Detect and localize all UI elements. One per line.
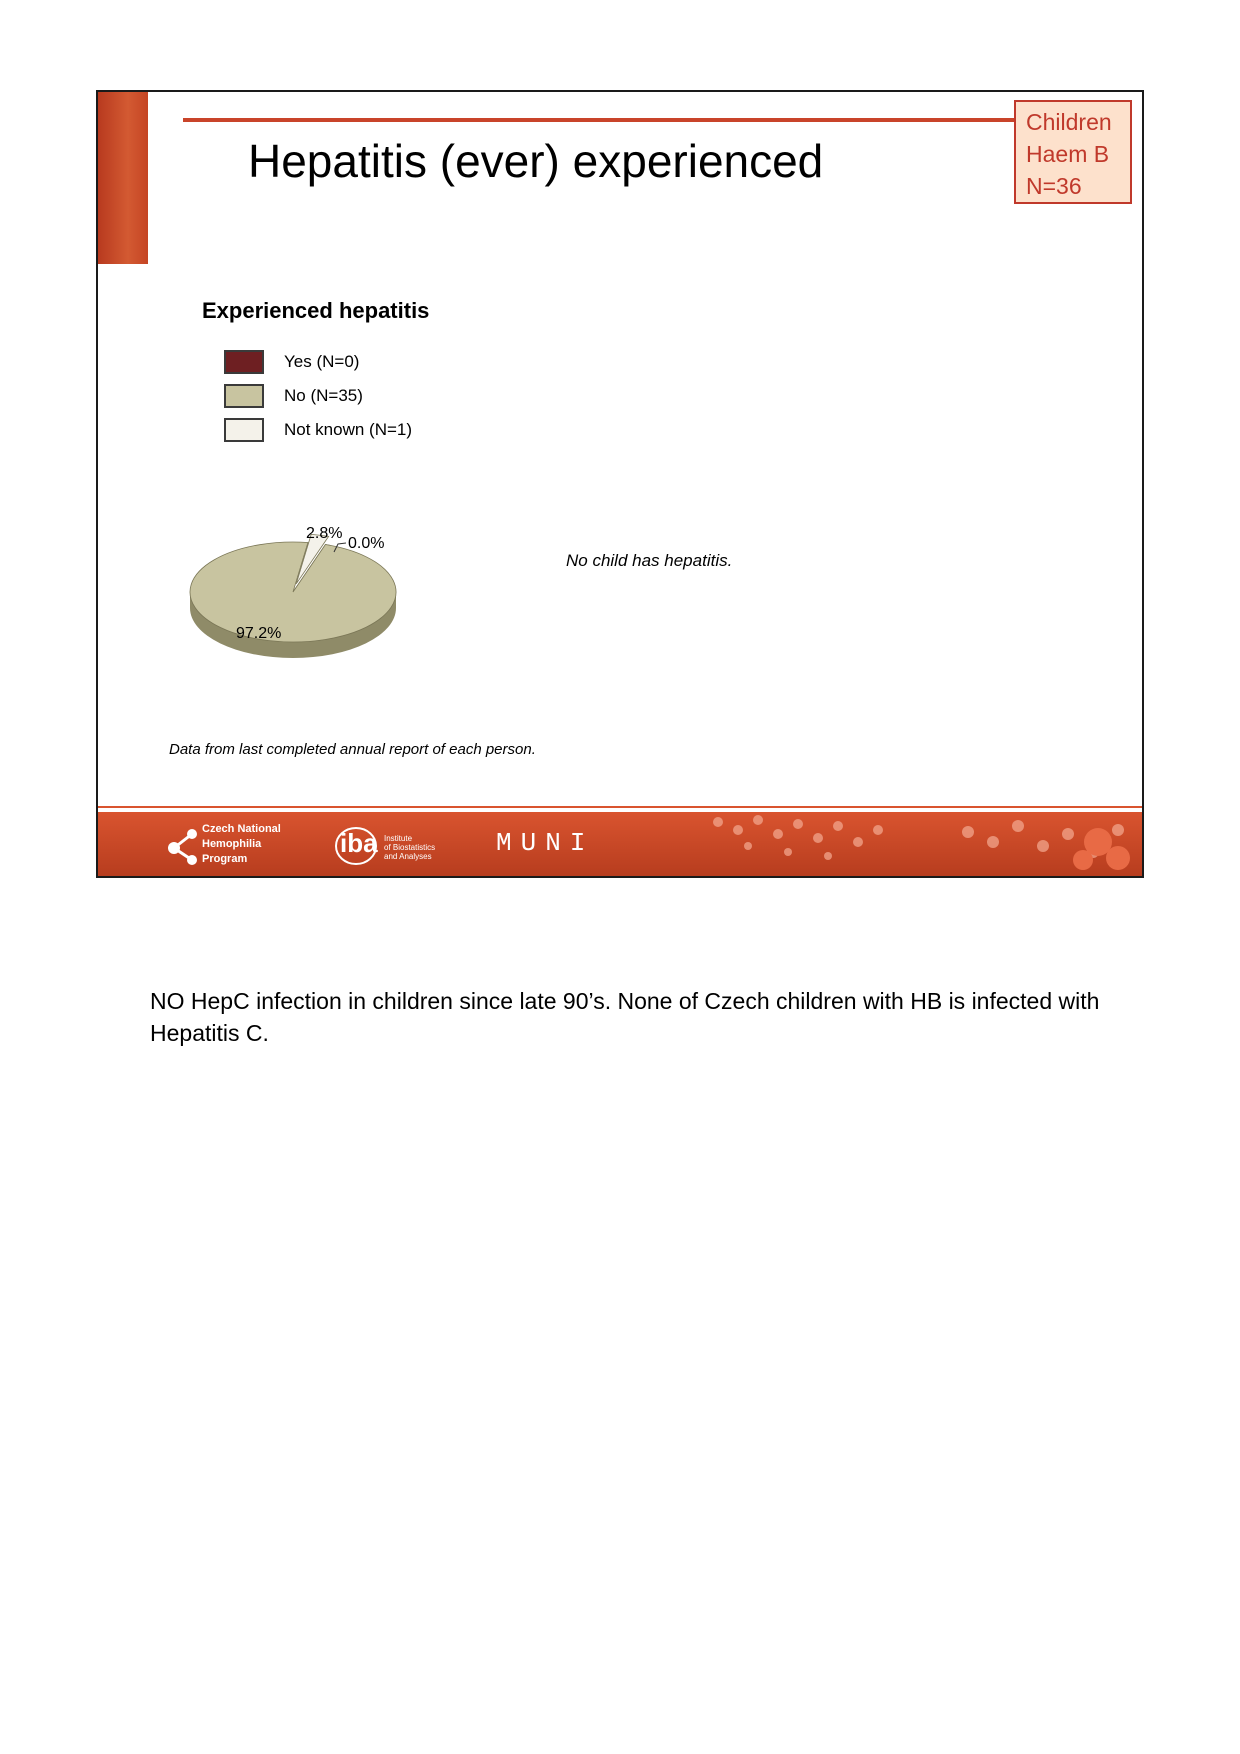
iba-line: of Biostatistics bbox=[384, 843, 436, 852]
pie-data-label: 97.2% bbox=[236, 625, 282, 642]
title-rule bbox=[183, 118, 1113, 122]
footer-rule bbox=[98, 806, 1142, 808]
chart-title: Experienced hepatitis bbox=[202, 298, 430, 323]
body-paragraph: NO HepC infection in children since late 90’s. None of Czech children with HB is infected with Hepatitis C. bbox=[150, 988, 1100, 1046]
footer-band bbox=[98, 812, 1142, 878]
iba-logo-text bbox=[384, 834, 435, 861]
pie-data-label: 2.8% bbox=[306, 525, 343, 542]
cnhp-line: Program bbox=[202, 853, 248, 865]
cohort-tag-line: Haem B bbox=[1026, 141, 1110, 167]
slide bbox=[96, 90, 1144, 878]
legend-label: No (N=35) bbox=[284, 386, 363, 405]
cohort-tag-line: Children bbox=[1026, 109, 1112, 135]
cnhp-line: Hemophilia bbox=[202, 838, 262, 850]
cnhp-logo-icon bbox=[164, 826, 204, 866]
slide-title: Hepatitis (ever) experienced bbox=[248, 135, 824, 187]
cohort-tag-line: N=36 bbox=[1026, 173, 1082, 199]
legend-label: Not known (N=1) bbox=[284, 420, 413, 439]
muni-logo: MUNI bbox=[496, 828, 595, 858]
iba-logo-mark: iba bbox=[340, 828, 378, 858]
pie-chart bbox=[188, 472, 448, 682]
legend-swatch-no bbox=[224, 384, 264, 408]
cnhp-logo-text bbox=[202, 822, 281, 867]
chart-note: No child has hepatitis. bbox=[566, 551, 733, 570]
pie-slice-no bbox=[190, 542, 396, 642]
pie-data-label: 0.0% bbox=[348, 535, 385, 552]
iba-line: and Analyses bbox=[384, 852, 432, 861]
data-footnote: Data from last completed annual report of each person. bbox=[169, 741, 536, 758]
header-accent-bar bbox=[98, 92, 148, 264]
legend-label: Yes (N=0) bbox=[284, 352, 360, 371]
cohort-tag bbox=[1014, 100, 1132, 204]
legend-swatch-yes bbox=[224, 350, 264, 374]
cnhp-line: Czech National bbox=[202, 823, 281, 835]
iba-line: Institute bbox=[384, 834, 413, 843]
legend-swatch-not-known bbox=[224, 418, 264, 442]
